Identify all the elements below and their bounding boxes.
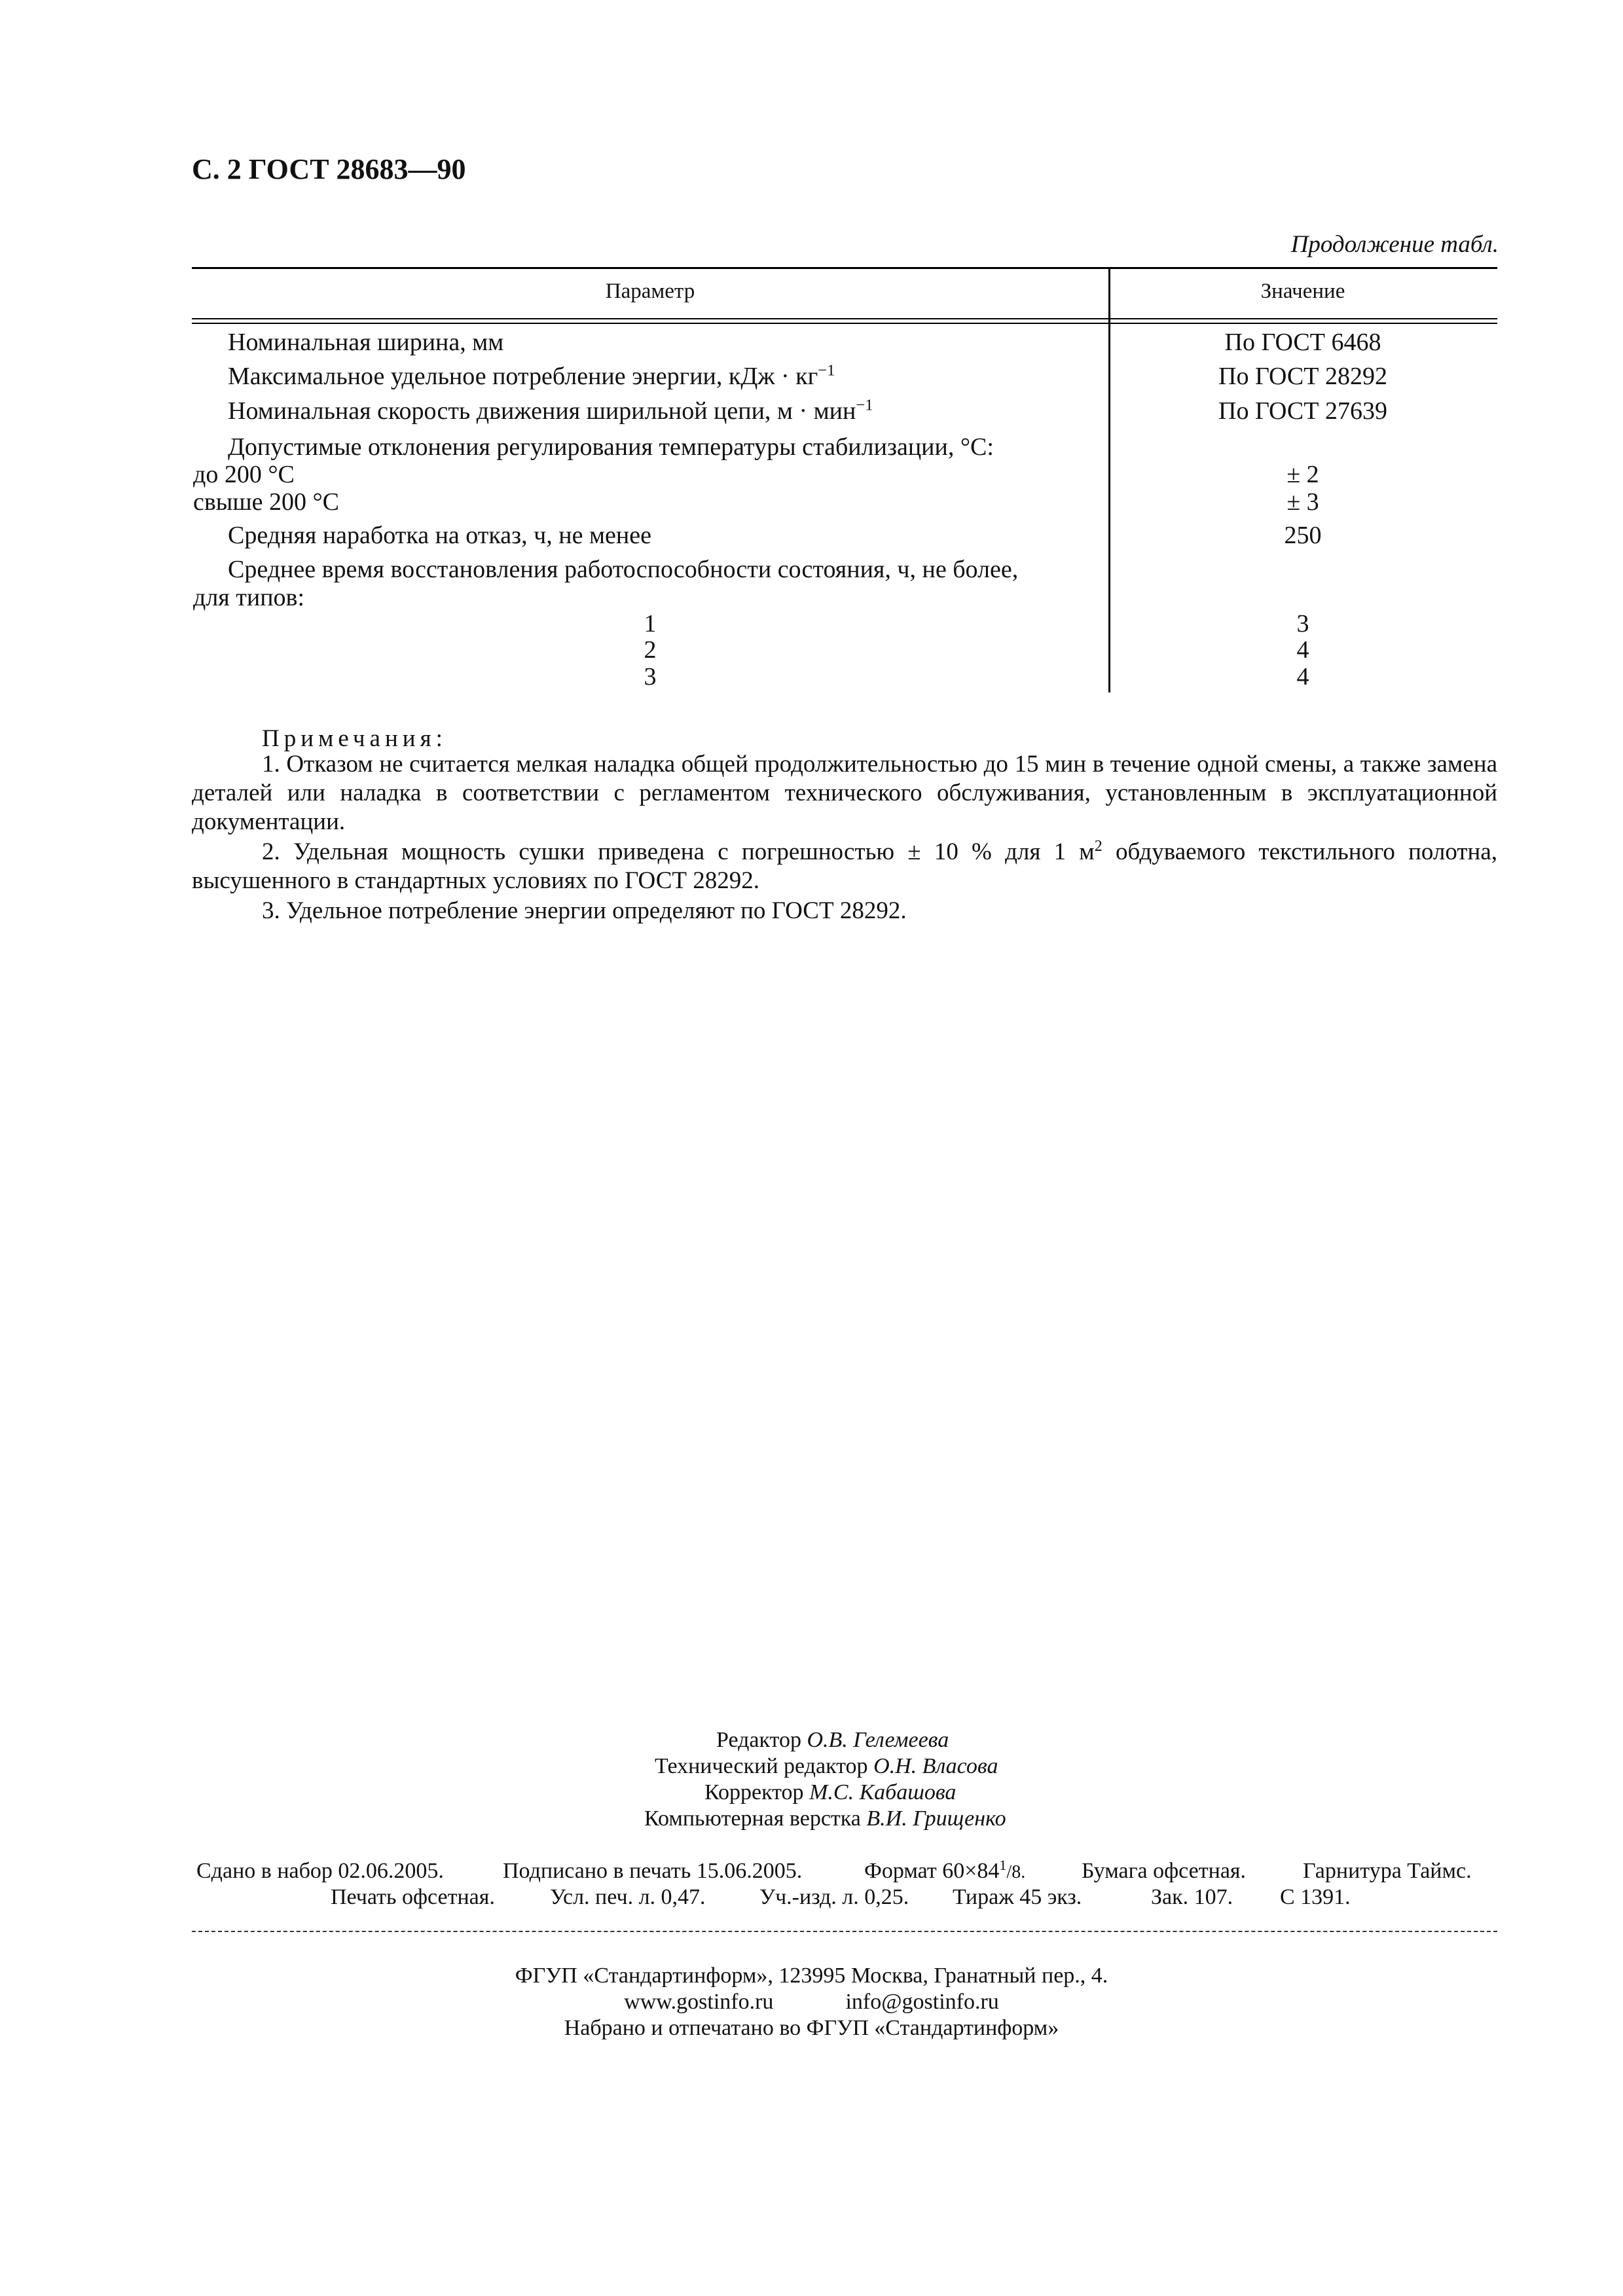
table-row-param: для типов:: [193, 584, 305, 611]
table-row-value: По ГОСТ 28292: [1218, 363, 1387, 390]
table-row-param: 1: [644, 610, 657, 637]
notes-title: Примечания:: [262, 725, 447, 752]
credit-name: О.Н. Власова: [873, 1754, 998, 1778]
table-header-rule-2: [192, 323, 1497, 324]
table-top-rule: [192, 267, 1497, 269]
credit-role: Корректор: [704, 1780, 804, 1804]
table-row-param: Среднее время восстановления работоспособности состояния, ч, не более,: [228, 556, 1019, 583]
imprint-pub-sheets: Уч.-изд. л. 0,25.: [759, 1885, 909, 1909]
table-row-param: Допустимые отклонения регулирования температуры стабилизации, °С:: [228, 433, 994, 461]
table-row-param: [228, 396, 873, 426]
imprint-circulation: Тираж 45 экз.: [953, 1885, 1082, 1909]
imprint-typeface: Гарнитура Таймс.: [1303, 1859, 1472, 1883]
credit-name: В.И. Грищенко: [866, 1806, 1006, 1831]
table-continuation-label: Продолжение табл.: [1290, 231, 1499, 258]
table-row-value: 250: [1284, 522, 1322, 549]
column-header-value: Значение: [1260, 279, 1345, 303]
credit-name: М.С. Кабашова: [809, 1780, 957, 1804]
note-2-superscript: 2: [1094, 837, 1103, 855]
table-row-value: 4: [1296, 663, 1309, 691]
imprint-format: [864, 1856, 1026, 1884]
credit-name: О.В. Гелемеева: [807, 1728, 949, 1752]
credit-role: Технический редактор: [655, 1754, 868, 1778]
credit-editor: [716, 1728, 949, 1753]
table-row-param: Номинальная ширина, мм: [228, 329, 504, 356]
table-row-value: По ГОСТ 6468: [1224, 329, 1381, 356]
credit-corrector: [704, 1780, 956, 1805]
publisher-site: www.gostinfo.ru: [624, 1990, 774, 2014]
param-text: Максимальное удельное потребление энергии, кДж · кг: [228, 363, 818, 390]
note-1: 1. Отказом не считается мелкая наладка общей продолжительностью до 15 мин в течение одной смены, а также замена деталей или наладка в соответствии с регламентом технического обслуживания, установленным в эксплуатационной документации.: [192, 751, 1497, 835]
param-text: Номинальная скорость движения ширильной цепи, м · мин: [228, 397, 856, 425]
note-2: [192, 838, 1497, 895]
table-row-param: [228, 361, 835, 391]
table-row-value: ± 3: [1286, 488, 1319, 516]
publisher-printed: Набрано и отпечатано во ФГУП «Стандартинформ»: [564, 2016, 1059, 2040]
imprint-print-sheets: Усл. печ. л. 0,47.: [550, 1885, 706, 1909]
credit-layout: [644, 1806, 1006, 1831]
format-fraction: /8.: [1006, 1862, 1026, 1882]
table-row-value: 4: [1296, 636, 1309, 664]
table-row-param: свыше 200 °С: [193, 488, 340, 516]
table-header-rule-1: [192, 318, 1497, 319]
table-row-param: Средняя наработка на отказ, ч, не менее: [228, 522, 651, 549]
credit-tech-editor: [655, 1754, 998, 1779]
table-row-param: 3: [644, 663, 657, 691]
table-row-value: 3: [1296, 610, 1309, 637]
publisher-email: info@gostinfo.ru: [845, 1990, 999, 2014]
imprint-order: Зак. 107.: [1151, 1885, 1233, 1909]
imprint-printing: Печать офсетная.: [331, 1885, 495, 1909]
imprint-signed: Подписано в печать 15.06.2005.: [503, 1859, 803, 1883]
credit-role: Редактор: [716, 1728, 801, 1752]
note-2-text-a: 2. Удельная мощность сушки приведена с погрешностью ± 10 % для 1 м: [262, 838, 1095, 865]
column-header-parameter: Параметр: [605, 279, 695, 303]
table-row-value: ± 2: [1286, 461, 1319, 488]
publisher-address: ФГУП «Стандартинформ», 123995 Москва, Гранатный пер., 4.: [515, 1964, 1108, 1988]
param-superscript: −1: [818, 361, 835, 380]
note-3: 3. Удельное потребление энергии определяют по ГОСТ 28292.: [262, 897, 907, 924]
table-row-value: По ГОСТ 27639: [1218, 397, 1387, 425]
format-superscript: 1: [999, 1856, 1007, 1873]
table-row-param: 2: [644, 636, 657, 664]
credit-role: Компьютерная верстка: [644, 1806, 861, 1831]
param-superscript: −1: [856, 396, 873, 414]
page-header: С. 2 ГОСТ 28683—90: [192, 153, 466, 185]
imprint-dashed-rule: [192, 1931, 1497, 1932]
table-column-divider: [1108, 267, 1110, 692]
format-text: Формат 60×84: [864, 1859, 1000, 1883]
imprint-code: С 1391.: [1280, 1885, 1351, 1909]
imprint-submitted: Сдано в набор 02.06.2005.: [196, 1859, 444, 1883]
note-2-text-b: обдуваемого текстильного полотна, высушенного в стандартных условиях по ГОСТ 28292.: [192, 838, 1498, 894]
publisher-contacts: [0, 1990, 1623, 2015]
imprint-paper: Бумага офсетная.: [1082, 1859, 1247, 1883]
table-row-param: до 200 °С: [193, 461, 295, 488]
